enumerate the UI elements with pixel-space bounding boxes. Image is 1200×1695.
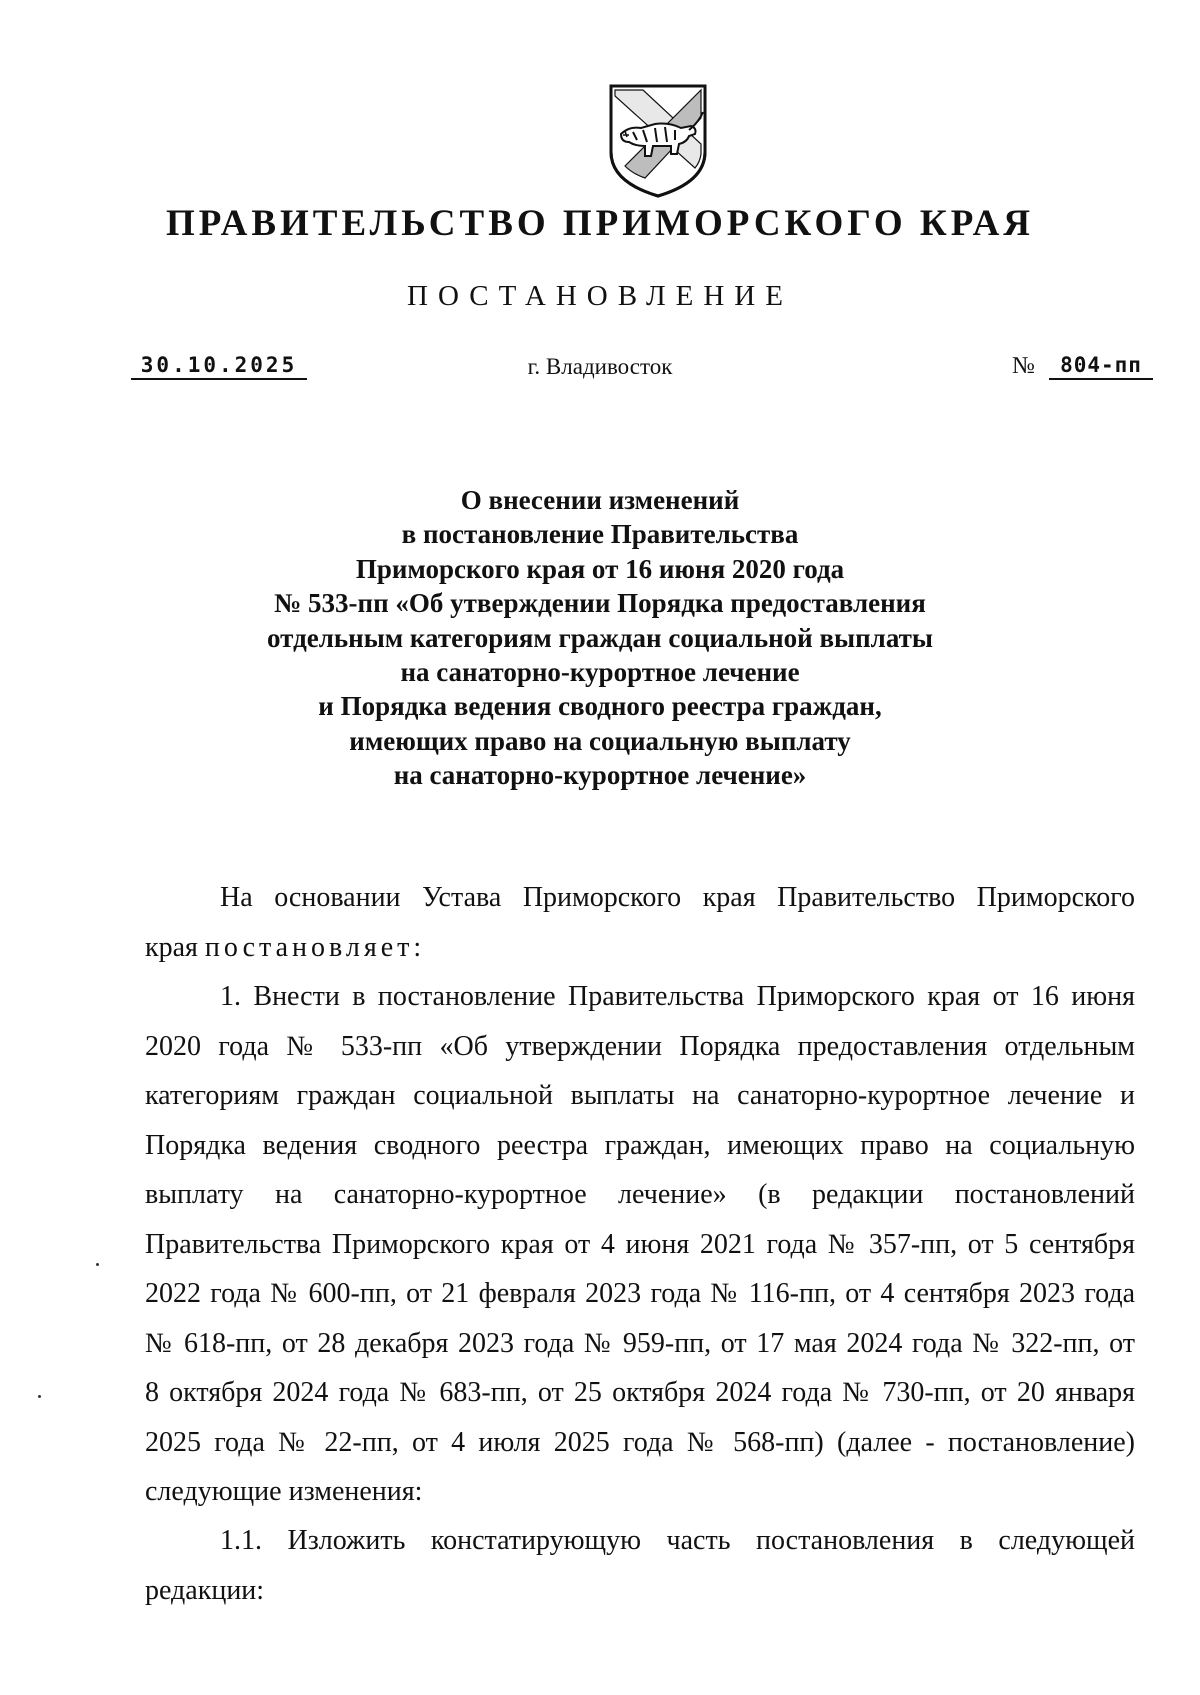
subject-line: № 533-пп «Об утверждении Порядка предоставления bbox=[274, 588, 926, 619]
body-line: 1. Внести в постановление Правительства Приморского края от 16 июня bbox=[220, 981, 1135, 1012]
subject-line: О внесении изменений bbox=[460, 485, 740, 515]
body-word: края bbox=[145, 931, 198, 963]
body-line: Правительства Приморского края от 4 июня 2021 года № 357-пп, от 5 сентября bbox=[145, 1228, 1135, 1260]
number-sign: № bbox=[1012, 353, 1035, 379]
body-line: категориям граждан социальной выплаты на санаторно-курортное лечение и bbox=[145, 1080, 1135, 1111]
paragraph-1 bbox=[145, 972, 1135, 1517]
scan-speck bbox=[38, 1395, 41, 1398]
government-name: ПРАВИТЕЛЬСТВО ПРИМОРСКОГО КРАЯ bbox=[165, 203, 1035, 244]
document-number: 804-пп bbox=[1049, 353, 1153, 380]
body-word-spaced: постановляет: bbox=[204, 931, 426, 963]
body-line: 2020 года № 533-пп «Об утверждении Порядка предоставления отдельным bbox=[145, 1030, 1135, 1062]
subject-line: на санаторно-курортное лечение bbox=[400, 657, 800, 688]
subject-line: в постановление Правительства bbox=[401, 519, 799, 550]
subject-line: Приморского края от 16 июня 2020 года bbox=[355, 553, 845, 584]
body-line: № 618-пп, от 28 декабря 2023 года № 959-пп, от 17 мая 2024 года № 322-пп, от bbox=[145, 1327, 1135, 1359]
body-line: редакции: bbox=[145, 1574, 265, 1606]
document-city: г. Владивосток bbox=[527, 354, 673, 379]
body-line: Порядка ведения сводного реестра граждан, имеющих право на социальную bbox=[145, 1129, 1135, 1161]
subject-line: отдельным категориям граждан социальной выплаты bbox=[267, 622, 933, 653]
body-line: 8 октября 2024 года № 683-пп, от 25 октября 2024 года № 730-пп, от 20 января bbox=[145, 1377, 1135, 1408]
body-line: 2022 года № 600-пп, от 21 февраля 2023 года № 116-пп, от 4 сентября 2023 года bbox=[145, 1278, 1135, 1309]
preamble-paragraph bbox=[145, 873, 1135, 972]
body-line bbox=[145, 923, 1135, 973]
body-line: 1.1. Изложить констатирующую часть постановления в следующей bbox=[220, 1525, 1135, 1556]
document-date: 30.10.2025 bbox=[131, 353, 307, 380]
coat-of-arms-icon bbox=[603, 82, 713, 200]
paragraph-1-1 bbox=[145, 1516, 1135, 1615]
subject-line: имеющих право на социальную выплату bbox=[349, 725, 851, 756]
body-line: На основании Устава Приморского края Правительство Приморского bbox=[220, 882, 1135, 913]
body-line: выплату на санаторно-курортное лечение» (в редакции постановлений bbox=[145, 1179, 1135, 1210]
subject-line: на санаторно-курортное лечение» bbox=[393, 760, 807, 791]
scan-speck bbox=[96, 1263, 99, 1266]
document-subject bbox=[200, 483, 1000, 793]
body-line: следующие изменения: bbox=[145, 1476, 423, 1507]
document-type: ПОСТАНОВЛЕНИЕ bbox=[407, 280, 793, 312]
body-line: 2025 года № 22-пп, от 4 июля 2025 года № 568-пп) (далее - постановление) bbox=[145, 1426, 1135, 1458]
subject-line: и Порядка ведения сводного реестра граждан, bbox=[318, 691, 882, 722]
